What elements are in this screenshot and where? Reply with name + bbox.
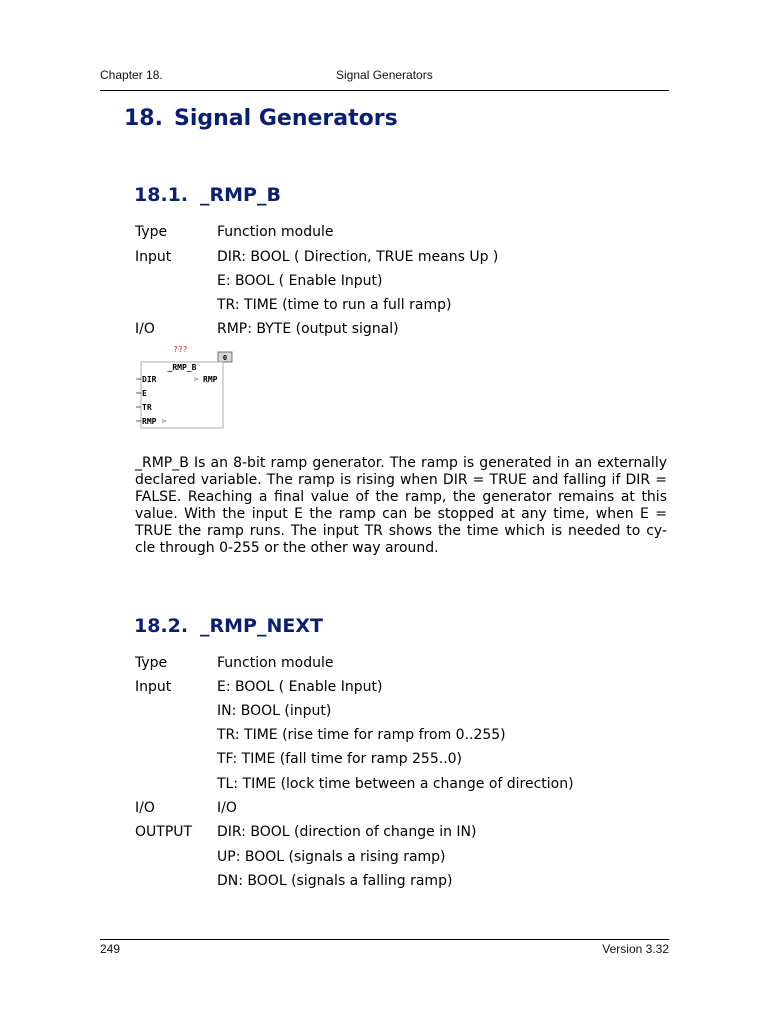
rmp-next-value-tr: TR: TIME (rise time for ramp from 0..255) bbox=[217, 727, 506, 743]
pin-e: E bbox=[142, 389, 147, 398]
block-unresolved-marker: ??? bbox=[173, 345, 188, 354]
header-rule bbox=[100, 90, 669, 91]
rmp-next-key-output: OUTPUT bbox=[135, 824, 193, 840]
header-chapter: Chapter 18. bbox=[100, 68, 163, 82]
rmp-next-key-type: Type bbox=[135, 655, 168, 671]
pin-tr: TR bbox=[142, 403, 152, 412]
description-line: _RMP_B Is an 8-bit ramp generator. The ramp is generated in an externally bbox=[135, 455, 667, 471]
rmp-b-key-io: I/O bbox=[135, 321, 155, 337]
io-arrow-icon: ⊳ bbox=[162, 418, 168, 425]
footer-rule bbox=[100, 939, 669, 940]
pin-out-rmp: RMP bbox=[203, 375, 218, 384]
pin-dir: DIR bbox=[142, 375, 157, 384]
rmp-b-function-block-diagram bbox=[136, 342, 236, 432]
rmp-b-key-input: Input bbox=[135, 249, 172, 265]
rmp-next-value-dn: DN: BOOL (signals a falling ramp) bbox=[217, 873, 453, 889]
header-title: Signal Generators bbox=[336, 68, 433, 82]
block-name: _RMP_B bbox=[167, 363, 197, 372]
rmp-next-value-in: IN: BOOL (input) bbox=[217, 703, 332, 719]
page-number: 249 bbox=[100, 942, 121, 956]
section-number-rmp-next: 18.2. bbox=[134, 615, 189, 637]
rmp-next-value-tl: TL: TIME (lock time between a change of direction) bbox=[217, 776, 574, 792]
description-line: TRUE the ramp runs. The input TR shows the time which is needed to cy- bbox=[135, 523, 667, 539]
version-label: Version 3.32 bbox=[602, 942, 669, 956]
rmp-next-value-dir: DIR: BOOL (direction of change in IN) bbox=[217, 824, 477, 840]
rmp-next-value-up: UP: BOOL (signals a rising ramp) bbox=[217, 849, 446, 865]
rmp-b-value-type: Function module bbox=[217, 224, 334, 240]
section-number-rmp-b: 18.1. bbox=[134, 184, 189, 206]
output-arrow-icon: ⊳ bbox=[194, 376, 200, 383]
rmp-next-value-io: I/O bbox=[217, 800, 237, 816]
section-title-rmp-next: _RMP_NEXT bbox=[200, 615, 323, 637]
rmp-b-description bbox=[135, 455, 667, 557]
chapter-number: 18. bbox=[124, 106, 163, 131]
description-line: FALSE. Reaching a final value of the ramp, the generator remains at this bbox=[135, 489, 667, 505]
chapter-heading bbox=[124, 106, 398, 131]
section-heading-rmp-b bbox=[134, 184, 281, 206]
description-line: cle through 0-255 or the other way around. bbox=[135, 540, 439, 556]
description-line: value. With the input E the ramp can be stopped at any time, when E = bbox=[135, 506, 667, 522]
rmp-next-value-type: Function module bbox=[217, 655, 334, 671]
rmp-b-value-tr: TR: TIME (time to run a full ramp) bbox=[217, 297, 452, 313]
description-line: declared variable. The ramp is rising when DIR = TRUE and falling if DIR = bbox=[135, 472, 667, 488]
section-title-rmp-b: _RMP_B bbox=[200, 184, 281, 206]
rmp-next-value-tf: TF: TIME (fall time for ramp 255..0) bbox=[217, 751, 463, 767]
rmp-b-value-dir: DIR: BOOL ( Direction, TRUE means Up ) bbox=[217, 249, 499, 265]
section-heading-rmp-next bbox=[134, 615, 323, 637]
rmp-next-key-io: I/O bbox=[135, 800, 155, 816]
pin-io-rmp: RMP bbox=[142, 417, 157, 426]
rmp-b-key-type: Type bbox=[135, 224, 168, 240]
rmp-next-value-e: E: BOOL ( Enable Input) bbox=[217, 679, 383, 695]
rmp-b-value-rmp: RMP: BYTE (output signal) bbox=[217, 321, 399, 337]
rmp-b-value-e: E: BOOL ( Enable Input) bbox=[217, 273, 383, 289]
chapter-title: Signal Generators bbox=[174, 106, 398, 131]
block-badge: 0 bbox=[222, 354, 228, 362]
rmp-next-key-input: Input bbox=[135, 679, 172, 695]
